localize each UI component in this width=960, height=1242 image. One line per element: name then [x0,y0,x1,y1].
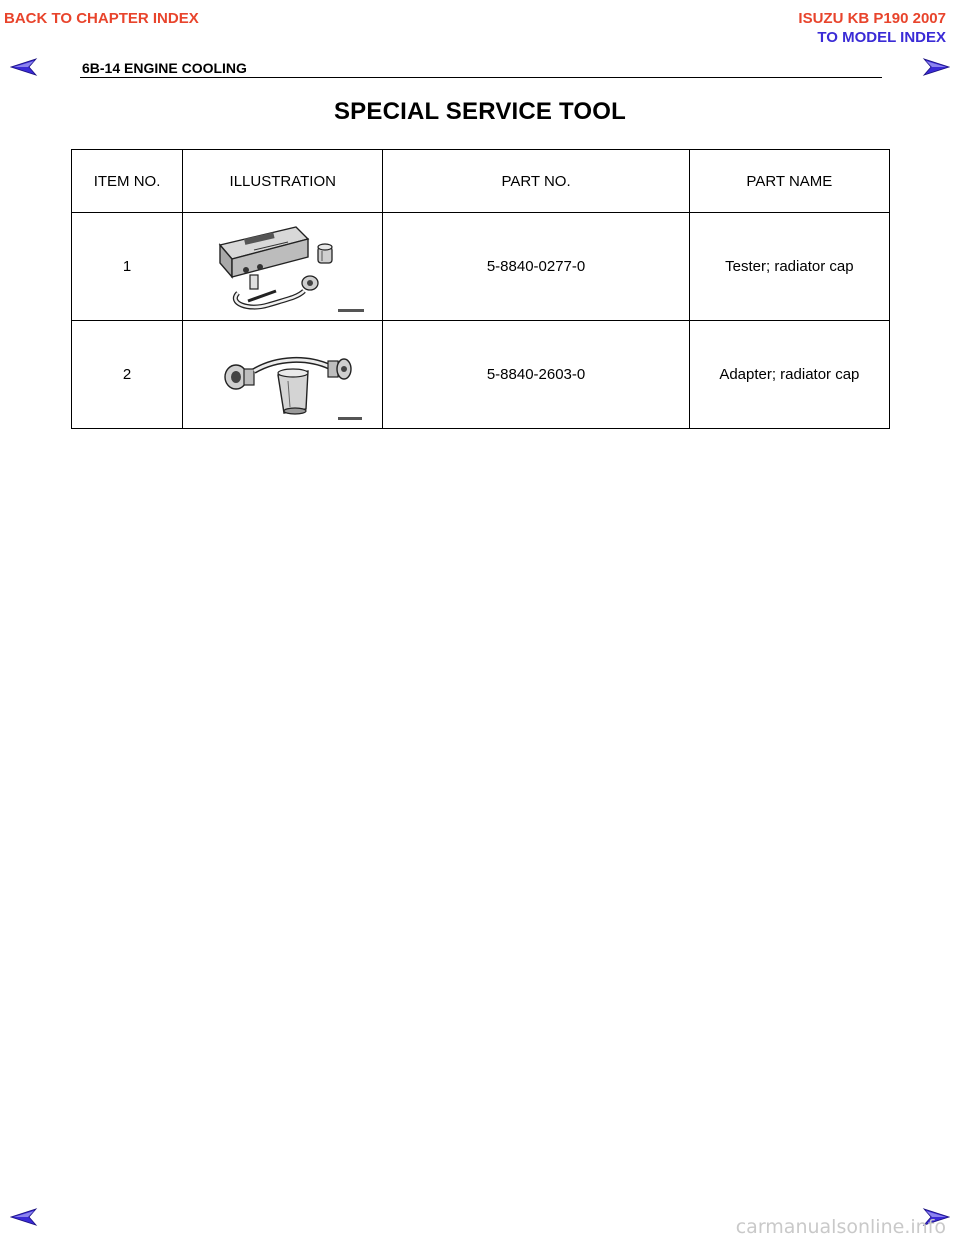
table-row [72,321,890,429]
illustration-cell [183,321,383,429]
previous-page-arrow-icon[interactable] [10,58,38,76]
model-title: ISUZU KB P190 2007 [798,10,946,27]
special-service-tool-table [71,149,890,429]
column-header-part-no: PART NO. [383,150,689,213]
item-number: 2 [72,321,183,429]
previous-page-arrow-icon[interactable] [10,1208,38,1226]
to-model-index-link[interactable]: TO MODEL INDEX [817,29,946,46]
table-row [72,213,890,321]
section-label: 6B-14 ENGINE COOLING [82,60,247,76]
header-divider [80,77,882,78]
page-title: SPECIAL SERVICE TOOL [333,98,627,125]
part-number: 5-8840-2603-0 [383,321,689,429]
part-name: Tester; radiator cap [689,213,889,321]
watermark: carmanualsonline.info [735,1216,946,1238]
item-number: 1 [72,213,183,321]
radiator-cap-adapter-illustration [198,325,368,425]
table-header-row [72,150,890,213]
part-number: 5-8840-0277-0 [383,213,689,321]
column-header-illustration: ILLUSTRATION [183,150,383,213]
column-header-item-no: ITEM NO. [72,150,183,213]
part-name: Adapter; radiator cap [689,321,889,429]
next-page-arrow-icon[interactable] [922,58,950,76]
illustration-cell [183,213,383,321]
column-header-part-name: PART NAME [689,150,889,213]
radiator-cap-tester-illustration [198,217,368,317]
back-to-chapter-index-link[interactable]: BACK TO CHAPTER INDEX [4,10,199,27]
